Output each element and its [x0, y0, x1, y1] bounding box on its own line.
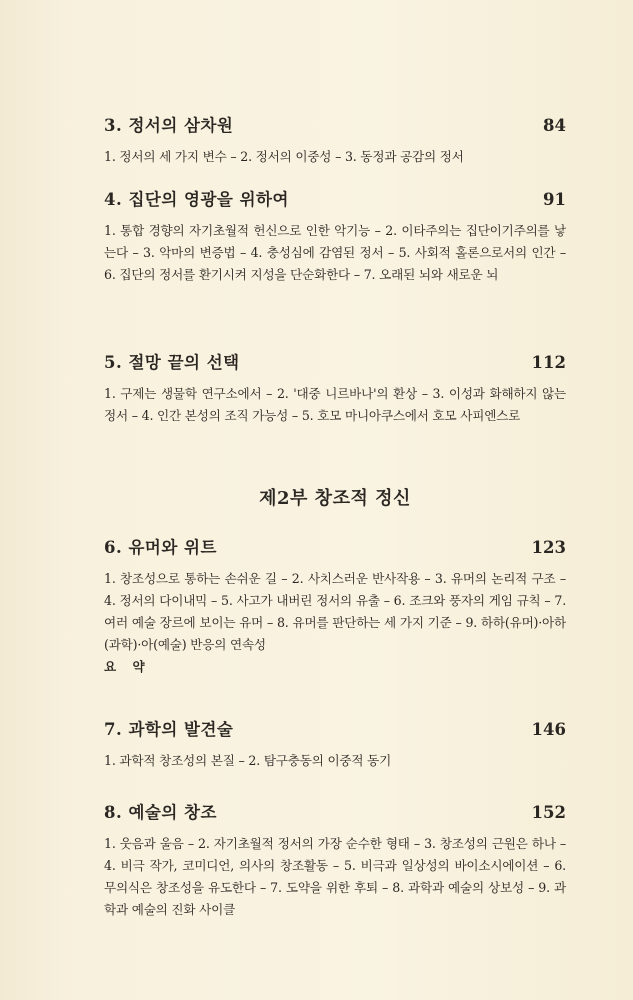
chapter-sections: 1. 구제는 생물학 연구소에서 – 2. '대중 니르바나'의 환상 – 3. 이성과 화해하지 않는 정서 – 4. 인간 본성의 조직 가능성 – 5. 호모 마니아쿠스에서 호모 사피엔스로	[104, 386, 566, 423]
chapter-page-number: 91	[543, 190, 566, 209]
part-title: 제2부 창조적 정신	[259, 488, 411, 509]
table-of-contents	[104, 112, 566, 929]
chapter-8	[104, 799, 566, 929]
chapter-summary: 요 약	[104, 659, 151, 674]
chapter-page-number: 123	[531, 538, 566, 557]
chapter-title: 5. 절망 끝의 선택	[104, 353, 240, 372]
chapter-sections: 1. 창조성으로 통하는 손쉬운 길 – 2. 사치스러운 반사작용 – 3. 유머의 논리적 구조 – 4. 정서의 다이내믹 – 5. 사고가 내버린 정서의 유출 – 6. 조크와 풍자의 게임 규칙 – 7. 여러 예술 장르에 보이는 유머 – 8. 유머를 판단하는 세 가지 기준 – 9. 하하(유머)·아하(과학)·아(예술) 반응의 연속성	[104, 571, 566, 652]
chapter-sections: 1. 통합 경향의 자기초월적 헌신으로 인한 악기능 – 2. 이타주의는 집단이기주의를 낳는다 – 3. 악마의 변증법 – 4. 충성심에 감염된 정서 – 5. 사회적 홀론으로서의 인간 – 6. 집단의 정서를 환기시켜 지성을 단순화한다 – 7. 오래된 뇌와 새로운 뇌	[104, 223, 566, 282]
chapter-page-number: 146	[531, 720, 566, 739]
chapter-7	[104, 716, 566, 779]
chapter-heading	[104, 799, 566, 829]
chapter-page-number: 152	[531, 803, 566, 822]
chapter-page-number: 84	[543, 116, 566, 135]
chapter-page-number: 112	[531, 353, 566, 372]
chapter-heading	[104, 112, 566, 142]
chapter-heading	[104, 534, 566, 564]
chapter-6	[104, 534, 566, 694]
chapter-title: 7. 과학의 발견술	[104, 720, 234, 739]
chapter-sections: 1. 과학적 창조성의 본질 – 2. 탐구충동의 이중적 동기	[104, 753, 392, 768]
chapter-5	[104, 349, 566, 449]
chapter-title: 3. 정서의 삼차원	[104, 116, 234, 135]
chapter-title: 8. 예술의 창조	[104, 803, 217, 822]
chapter-sections: 1. 웃음과 울음 – 2. 자기초월적 정서의 가장 순수한 형태 – 3. 창조성의 근원은 하나 – 4. 비극 작가, 코미디언, 의사의 창조활동 – 5. 비극과 일상성의 바이소시에이션 – 6. 무의식은 창조성을 유도한다 – 7. 도약을 위한 후퇴 – 8. 과학과 예술의 상보성 – 9. 과학과 예술의 진화 사이클	[104, 836, 566, 917]
chapter-heading	[104, 716, 566, 746]
chapter-sections: 1. 정서의 세 가지 변수 – 2. 정서의 이중성 – 3. 동정과 공감의 정서	[104, 149, 464, 164]
chapter-title: 6. 유머와 위트	[104, 538, 217, 557]
chapter-4	[104, 186, 566, 329]
chapter-heading	[104, 186, 566, 216]
chapter-title: 4. 집단의 영광을 위하여	[104, 190, 289, 209]
chapter-3	[104, 112, 566, 175]
chapter-heading	[104, 349, 566, 379]
